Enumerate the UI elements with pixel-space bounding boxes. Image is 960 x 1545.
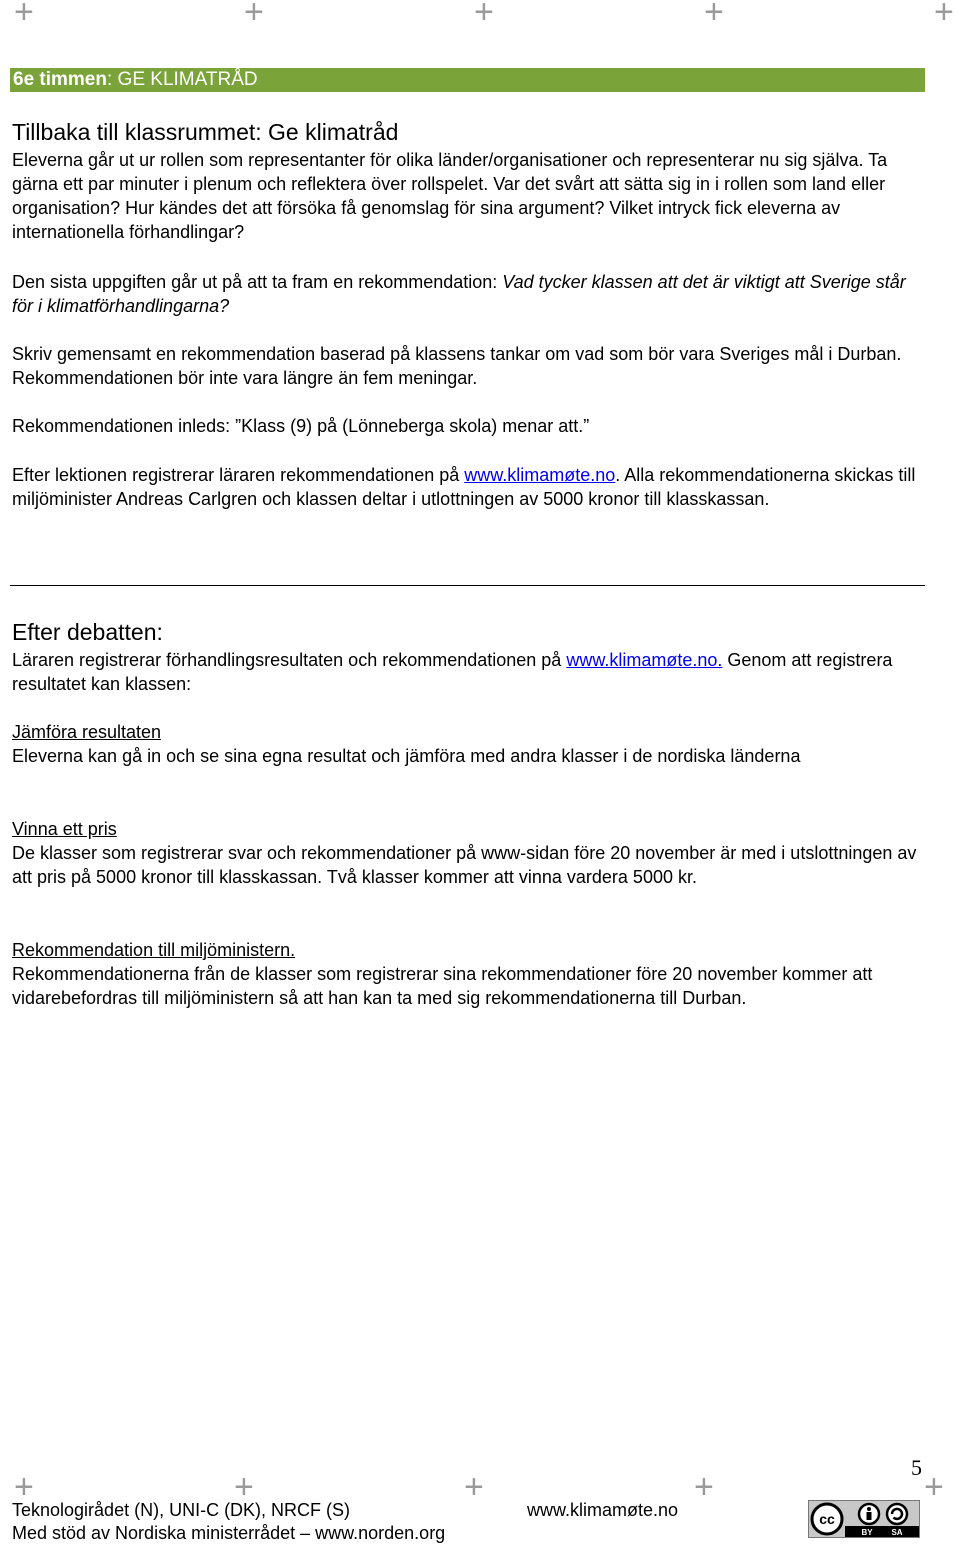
- crop-mark-icon: [934, 0, 954, 24]
- crop-mark-icon: [464, 1475, 484, 1499]
- item-rekommendation: [12, 938, 927, 1010]
- section-header-label-rest: : GE KLIMATRÅD: [106, 69, 258, 90]
- item-heading: Jämföra resultaten: [12, 722, 162, 742]
- section-header-bar: [10, 68, 925, 92]
- klimamote-link-2[interactable]: www.klimamøte.no.: [566, 650, 723, 670]
- crop-mark-icon: [704, 0, 724, 24]
- section1-para4: Rekommendationen inleds: ”Klass (9) på (Lönneberga skola) menar att.”: [12, 416, 590, 436]
- item-heading: Rekommendation till miljöministern.: [12, 940, 296, 960]
- svg-text:cc: cc: [819, 1511, 835, 1527]
- crop-mark-icon: [474, 0, 494, 24]
- crop-mark-icon: [234, 1475, 254, 1499]
- crop-mark-icon: [244, 0, 264, 24]
- horizontal-divider: [10, 585, 925, 586]
- section1-para5: [12, 463, 927, 511]
- page-number: 5: [911, 1455, 922, 1480]
- item-vinna: [12, 817, 927, 889]
- section2-intro: [12, 648, 927, 696]
- item-text: Eleverna kan gå in och se sina egna resultat och jämföra med andra klasser i de nordiska länderna: [12, 746, 801, 766]
- crop-mark-icon: [14, 0, 34, 24]
- item-heading: Vinna ett pris: [12, 819, 117, 839]
- para5-after: . Alla rekommendationerna skickas till miljöminister Andreas Carlgren och klassen deltar i utlottningen av 5000 kronor till klasskassan.: [12, 465, 916, 509]
- crop-mark-icon: [14, 1475, 34, 1499]
- svg-text:BY: BY: [861, 1528, 873, 1537]
- intro-before: Läraren registrerar förhandlingsresultaten och rekommendationen på: [12, 650, 567, 670]
- intro-after: Genom att registrera resultatet kan klassen:: [12, 650, 893, 694]
- section1-para3: Skriv gemensamt en rekommendation baserad på klassens tankar om vad som bör vara Sveriges mål i Durban. Rekommendationen bör inte vara längre än fem meningar.: [12, 344, 902, 388]
- item-text: Rekommendationerna från de klasser som registrerar sina rekommendationer före 20 november kommer att vidarebefordras till miljöministern så att han kan ta med sig rekommendationerna till Durban.: [12, 964, 873, 1008]
- section1-para2: [12, 270, 927, 318]
- footer-line1: Teknologirådet (N), UNI-C (DK), NRCF (S): [12, 1500, 351, 1520]
- crop-mark-icon: [924, 1475, 944, 1499]
- section2-title: Efter debatten:: [12, 619, 163, 645]
- svg-text:SA: SA: [891, 1528, 903, 1537]
- para2-plain: Den sista uppgiften går ut på att ta fram en rekommendation:: [12, 272, 503, 292]
- para2-italic: Vad tycker klassen att det är viktigt att Sverige står för i klimatförhandlingarna?: [12, 272, 906, 316]
- para5-before: Efter lektionen registrerar läraren rekommendationen på: [12, 465, 465, 485]
- footer-site: www.klimamøte.no: [527, 1500, 679, 1520]
- crop-mark-icon: [694, 1475, 714, 1499]
- klimamote-link[interactable]: www.klimamøte.no: [464, 465, 616, 485]
- section1-para1: Eleverna går ut ur rollen som representanter för olika länder/organisationer och representerar nu sig själva. Ta gärna ett par minuter i plenum och reflektera över rollspelet. Var det svårt att sätta sig in i rollen som land eller organisation? Hur kändes det att försöka få genomslag för sina argument? Vilket intryck fick eleverna av internationella förhandlingar?: [12, 150, 888, 242]
- item-text: De klasser som registrerar svar och rekommendationer på www-sidan före 20 november är med i utslottningen av att pris på 5000 kronor till klasskassan. Två klasser kommer att vinna vardera 5000 kr.: [12, 843, 917, 887]
- item-jamfora: [12, 720, 927, 768]
- creative-commons-by-sa-icon: [808, 1500, 920, 1538]
- footer-line2: Med stöd av Nordiska ministerrådet – www.norden.org: [12, 1523, 446, 1543]
- section1-title: Tillbaka till klassrummet: Ge klimatråd: [12, 119, 399, 145]
- section-header-label-bold: 6e timmen: [13, 69, 107, 90]
